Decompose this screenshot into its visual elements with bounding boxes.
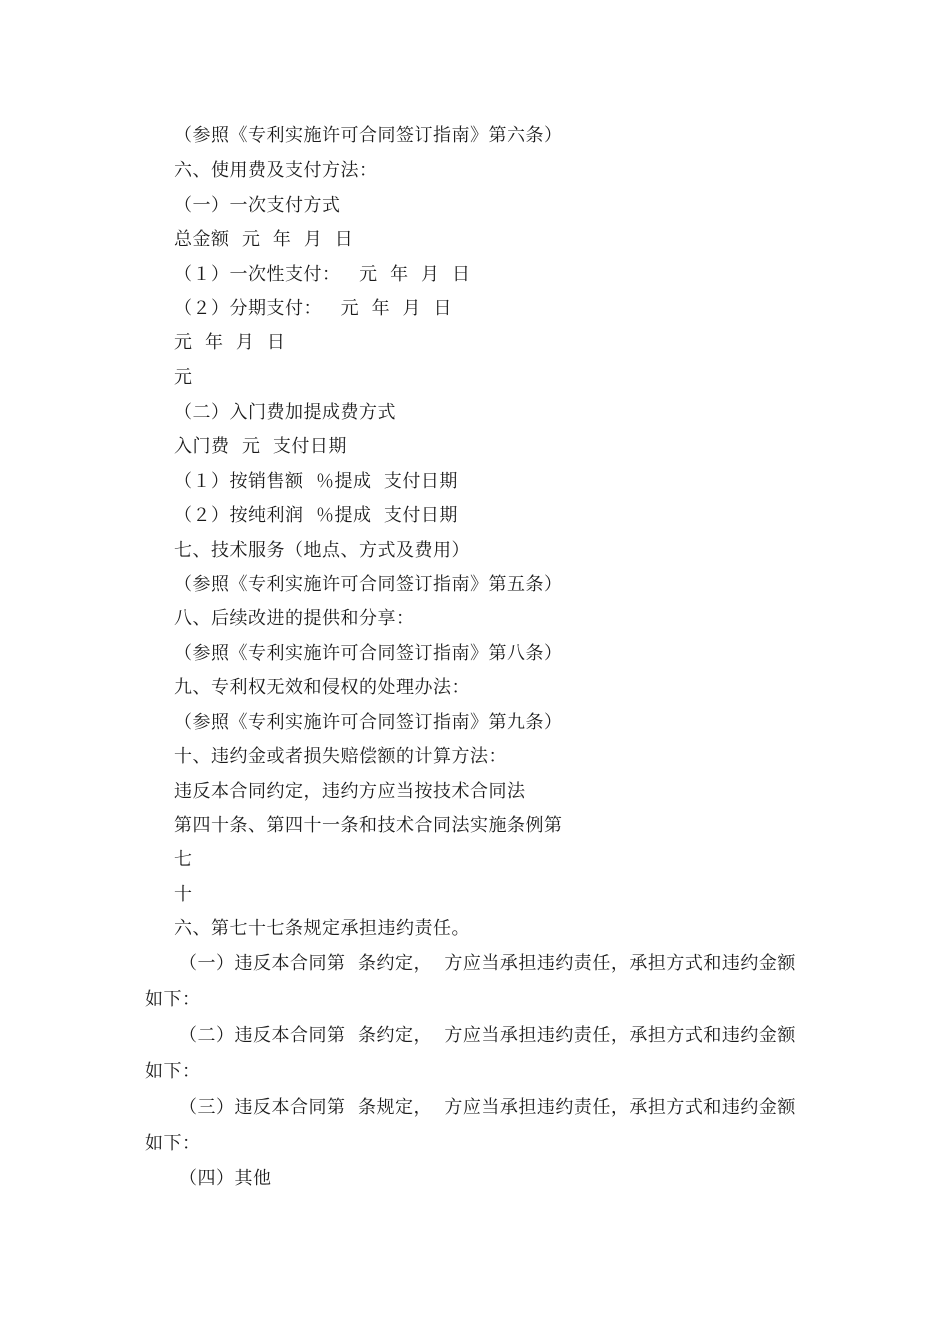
- text-line: 六、使用费及支付方法：: [174, 160, 378, 181]
- text-line: （一）违反本合同第 条约定， 方应当承担违约责任，承担方式和违约金额: [179, 953, 796, 974]
- text-line: 八、后续改进的提供和分享：: [174, 608, 415, 629]
- text-line: 元 年 月 日: [174, 332, 286, 353]
- text-line: 七、技术服务（地点、方式及费用）: [174, 540, 470, 561]
- text-line: （参照《专利实施许可合同签订指南》第八条）: [174, 643, 563, 664]
- text-line: （参照《专利实施许可合同签订指南》第五条）: [174, 574, 563, 595]
- text-line: （二）入门费加提成费方式: [174, 402, 396, 423]
- text-line: 十: [174, 884, 193, 905]
- text-line: 六、第七十七条规定承担违约责任。: [174, 918, 470, 939]
- text-line: （三）违反本合同第 条规定， 方应当承担违约责任，承担方式和违约金额: [179, 1097, 796, 1118]
- text-line: （２）按纯利润 ％提成 支付日期: [174, 505, 458, 526]
- text-line: （１）按销售额 ％提成 支付日期: [174, 471, 458, 492]
- text-line: （参照《专利实施许可合同签订指南》第九条）: [174, 712, 563, 733]
- text-line: 如下：: [145, 1133, 201, 1154]
- text-line: （２）分期支付： 元 年 月 日: [174, 298, 452, 319]
- text-line: 总金额 元 年 月 日: [174, 229, 354, 250]
- text-line: （二）违反本合同第 条约定， 方应当承担违约责任，承担方式和违约金额: [179, 1025, 796, 1046]
- text-line: 十、违约金或者损失赔偿额的计算方法：: [174, 746, 507, 767]
- text-line: （四）其他: [179, 1168, 272, 1189]
- text-line: 第四十条、第四十一条和技术合同法实施条例第: [174, 815, 563, 836]
- text-line: 如下：: [145, 1061, 201, 1082]
- text-line: 入门费 元 支付日期: [174, 436, 347, 457]
- text-line: 九、专利权无效和侵权的处理办法：: [174, 677, 470, 698]
- text-line: （一）一次支付方式: [174, 195, 341, 216]
- text-line: （１）一次性支付： 元 年 月 日: [174, 264, 471, 285]
- text-line: 元: [174, 367, 193, 388]
- text-line: 如下：: [145, 989, 201, 1010]
- text-line: 违反本合同约定，违约方应当按技术合同法: [174, 781, 526, 802]
- text-line: （参照《专利实施许可合同签订指南》第六条）: [174, 125, 563, 146]
- text-line: 七: [174, 849, 193, 870]
